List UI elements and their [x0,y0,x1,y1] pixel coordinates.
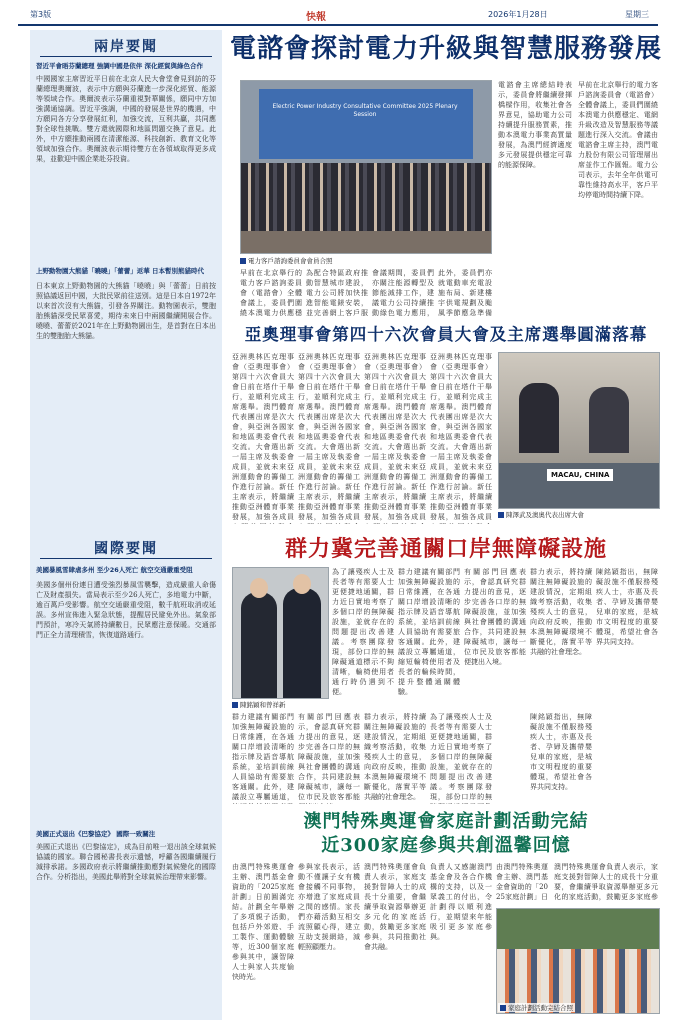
sidebar-headline: 美國暴風雪肆虐多州 至少26人死亡 航空交通嚴重受阻 [36,566,193,574]
article4-column: 由澳門特殊奧運會主辦、澳門基金會資助的「2025家庭計劃」日前圓滿完結。計劃全年舉辦了多項親子活動，包括戶外郊遊、手工製作、運動體驗等，近300個家庭參與其中，讓智障人士與家人共度愉快時光。 [232,863,294,981]
caption-marker-icon [500,1005,506,1011]
article2-headline: 亞奧理事會第四十六次會員大會及主席選舉圓滿落幕 [244,325,648,344]
article3-column: 群力表示，將持續關注無障礙設施的建設情況，定期組織考察活動，收集殘疾人士的意見，向政府反映，推動本澳無障礙環境不斷優化，落實平等共融的社會理念。 [530,568,592,656]
section-rule [40,558,212,559]
section-title-cross-strait: 兩岸要聞 [94,39,158,55]
sidebar-headline: 上野動物園大熊貓「曉曉」「蕾蕾」返華 日本暫別熊貓時代 [36,267,205,275]
caption-marker-icon [232,702,238,708]
article4-column: 澳門特殊奧運會負責人表示，家庭支援對智障人士的成長十分重要，會繼續爭取資源舉辦更多元化的家庭活動，鼓勵更多家庭參與，共同推動社會共融。 [364,863,426,951]
section-title-international: 國際要聞 [94,541,158,557]
article1-column: 此外，委員們亦就電動車充電設施布局、新建樓宇供電規劃及颱風季節應急準備 [438,269,492,317]
article1-column: 早前在北京舉行的電力客戶諮詢委員會（電諮會）全體會議上，委員們圍繞本澳電力供應穩定、電網升級改造及智慧服務等議題進行深入交流。會議由電諮會主席主持，澳門電力股份有限公司管理層出席並作工作匯報。電力公司表示，去年全年供電可靠性維持高水平，客戶平均停電時間持續下降。 [578,81,658,199]
photo-name-sign: MACAU, CHINA [547,469,613,481]
sidebar-body: 日本東京上野動物園的大熊貓「曉曉」與「蕾蕾」日前按照協議返回中國，大批民眾前往送別。這是日本自1972年以來首次沒有大熊貓，引發各界關注。動物園表示，雙胞胎熊貓深受民眾喜愛，期待未來日中兩國繼續開展合作。曉曉、蕾蕾於2021年在上野動物園出生，是首對在日本出生的雙胞胎大熊貓。 [36,282,216,340]
article4-photo-caption: 家庭計劃活動完結合照 [498,1003,575,1012]
article1-column: 電諮會主席總結時表示，委員會將繼續發揮橋樑作用，收集社會各界意見，協助電力公司持續提升服務質素，推動本澳電力事業高質量發展，為澳門經濟適度多元發展提供穩定可靠的能源保障。 [498,81,572,169]
caption-marker-icon [498,512,504,518]
article2-column: 亞洲奧林匹克理事會（亞奧理事會）第四十六次會員大會日前在塔什干舉行，並順利完成主席選舉。澳門體育代表團出席是次大會，與亞洲各國家和地區奧委會代表交流。大會選出新一屆主席及執委會成員，並就未來亞洲運動會的籌備工作進行討論。新任主席表示，將繼續推動亞洲體育事業發展，加強各成員 [232,353,294,521]
article1-column: 早前在北京舉行的電力客戶諮詢委員會（電諮會）全體會議上，委員們圍繞本澳電力供應穩 [240,269,302,317]
article2-column: 亞洲奧林匹克理事會（亞奧理事會）第四十六次會員大會日前在塔什干舉行，並順利完成主席選舉。澳門體育代表團出席是次大會，與亞洲各國家和地區奧委會代表交流。大會選出新一屆主席及執委會成員，並就未來亞洲運動會的籌備工作進行討論。新任主席表示，將繼續推動亞洲體育事業發展，加強各成員 [364,353,426,521]
weekday: 星期三 [625,10,649,19]
photo-person [241,592,277,698]
article3-headline: 群力冀完善通關口岸無障礙設施 [284,536,607,562]
article4-photo [496,908,660,1014]
article3-photo [232,567,329,699]
caption-marker-icon [240,258,246,264]
article4-column: 由澳門特殊奧運會主辦、澳門基金會資助的「2025家庭計劃」日 [496,863,548,901]
sidebar-body: 美國正式退出《巴黎協定》，成為目前唯一退出該全球氣候協議的國家。聯合國秘書長表示遺憾，呼籲各國繼續履行減排承諾。多國政府表示將繼續推動應對氣候變化的國際合作。分析指出，美國此舉將對全球氣候治理帶來影響。 [36,843,216,881]
page-number: 第3版 [30,10,52,19]
article1-column: 為配合特區政府推動智慧城市建設，電力公司將加快推進智能電錶安裝，並完善網上客戶服 [306,269,368,317]
article2-column: 亞洲奧林匹克理事會（亞奧理事會）第四十六次會員大會日前在塔什干舉行，並順利完成主席選舉。澳門體育代表團出席是次大會，與亞洲各國家和地區奧委會代表交流。大會選出新一屆主席及執委會成員，並就未來亞洲運動會的籌備工作進行討論。新任主席表示，將繼續推動亞洲體育事業發展，加強各成員 [298,353,360,521]
article2-column: 亞洲奧林匹克理事會（亞奧理事會）第四十六次會員大會日前在塔什干舉行，並順利完成主席選舉。澳門體育代表團出席是次大會，與亞洲各國家和地區奧委會代表交流。大會選出新一屆主席及執委會成員，並就未來亞洲運動會的籌備工作進行討論。新任主席表示，將繼續推動亞洲體育事業發展，加強各成員 [430,353,492,521]
article1-photo-caption: 電力客戶諮詢委員會會員合照 [240,256,333,265]
article3-column: 陳銘穎指出，無障礙設施不僅服務殘疾人士，亦惠及長者、孕婦及攜帶嬰兒車的家庭，是城市文明程度的重要體現，希望社會各界共同支持。 [596,568,658,646]
article3-photo-caption: 陳銘穎和曾祥新 [232,700,286,709]
article3-column: 有關部門回應表示，會認真研究群力提出的意見，逐步完善各口岸的無障礙設施，並加強與社會團體的溝通合作，共同建設無障礙城市，讓每一位市民及旅客都能 [298,713,360,801]
article4-headline-line1: 澳門特殊奧運會家庭計劃活動完結 [303,811,589,832]
sidebar-body: 中國國家主席習近平日前在北京人民大會堂會見到訪的芬蘭總理奧爾波，表示中方願與芬蘭進一步深化經貿、能源等領域合作。奧爾波表示芬蘭重視對華關係，願同中方加強溝通協調。習近平強調，中國的發展是世界的機遇，中方願同各方分享發展紅利，加強交流，互利共贏，共同應對全球性挑戰。雙方還就國際和地區問題交換了意見。此外，中方願推動兩國在清潔能源、科技創新、教育文化等領域加強合作。奧爾波表示期待雙方在各領域取得更多成果，並歡迎中國企業赴芬投資。 [36,75,216,163]
photo-person [589,387,629,453]
sidebar-body: 美國多個州份連日遭受強烈暴風雪襲擊，造成嚴重人命傷亡及財產損失。當局表示至少26人死亡，多地電力中斷，逾百萬戶受影響。航空交通嚴重受阻，數千航班取消或延誤。多州宣佈進入緊急狀態，提醒居民避免外出。氣象部門預計，寒冷天氣將持續數日，民眾應注意保暖。交通部門正全力清理積雪，恢復道路通行。 [36,581,216,639]
article4-column: 參與家長表示，活動不僅讓子女有機會接觸不同事物，亦增進了家庭成員之間的感情。家長們亦藉活動互相交流照顧心得，建立互助支援網絡，減輕照顧壓力。 [298,863,360,951]
photo-person [519,383,559,453]
article3-column: 為了讓殘疾人士及長者等有需要人士更便捷地通關，群力近日實地考察了多個口岸的無障礙設施，並就存在的問題提出改善建議。考察團隊發現，部份口岸的無 [430,713,492,801]
article4-column: 澳門特殊奧運會負責人表示，家庭支援對智障人士的成長十分重要，會繼續爭取資源舉辦更多元化的家庭活動，鼓勵更多家庭參 [554,863,658,901]
article3-column: 有關部門回應表示，會認真研究群力提出的意見，逐步完善各口岸的無障礙設施，並加強與社會團體的溝通合作，共同建設無障礙城市，讓每一位市民及旅客都能便捷出入境。 [464,568,526,666]
article3-column: 為了讓殘疾人士及長者等有需要人士更便捷地通關，群力近日實地考察了多個口岸的無障礙設施，並就存在的問題提出改善建議。考察團隊發現，部份口岸的無障礙通道標示不夠清晰，輪椅使用者通行時仍遇到不便。 [332,568,394,696]
article2-photo [498,352,660,509]
photo-trees [497,909,659,949]
article1-column: 會議期間，委員們亦關注能源轉型及節能減排工作，建議電力公司持續推動綠色電力應用， [372,269,434,317]
photo-backdrop [259,89,473,159]
masthead-rule [18,24,658,26]
masthead [18,8,658,22]
photo-floor [241,231,491,253]
photo-face [293,574,311,594]
sidebar-headline: 習近平會晤芬蘭總理 強調中國是依伴 深化經貿與綠色合作 [36,62,204,70]
article1-headline: 電諮會探討電力升級與智慧服務發展 [230,34,663,64]
photo-face [250,578,268,598]
article4-headline-line2: 近300家庭參與共創溫馨回憶 [321,835,571,856]
article3-column: 陳銘穎指出，無障礙設施不僅服務殘疾人士，亦惠及長者、孕婦及攜帶嬰兒車的家庭，是城市文明程度的重要體現，希望社會各界共同支持。 [530,713,592,791]
photo-person [283,588,321,698]
section-rule [40,56,212,57]
article3-column: 群力建議有關部門加強無障礙設施的日常維護，在各通關口岸增設清晰的指示牌及語音導航系統，並培訓前線人員協助有需要旅客通關。此外，建議設立專屬通道， [232,713,294,801]
article2-photo-caption: 陳澤武及澳奧代表出席大會 [498,510,584,519]
article3-column: 群力表示，將持續關注無障礙設施的建設情況，定期組織考察活動，收集殘疾人士的意見，向政府反映，推動本澳無障礙環境不斷優化，落實平等共融的社會理念。 [364,713,426,801]
backdrop-banner-text: Electric Power Industry Consultative Committee 2025 Plenary Session [272,103,458,118]
article4-column: 負責人又感謝澳門基金會及各合作機構的支持，以及一眾義工的付出，令計劃得以順利進行，並期望來年能吸引更多家庭參與。 [430,863,492,941]
sidebar-headline: 美國正式退出《巴黎協定》 國際一致關注 [36,830,156,838]
article1-photo [240,80,492,254]
paper-name: 快報 [306,12,326,23]
article3-column: 群力建議有關部門加強無障礙設施的日常維護，在各通關口岸增設清晰的指示牌及語音導航系統，並培訓前線人員協助有需要旅客通關。此外，建議設立專屬通道，縮短輪椅使用者及長者的輪候時間，提升整體通關體驗。 [398,568,460,696]
issue-date: 2026年1月28日 [488,10,548,19]
